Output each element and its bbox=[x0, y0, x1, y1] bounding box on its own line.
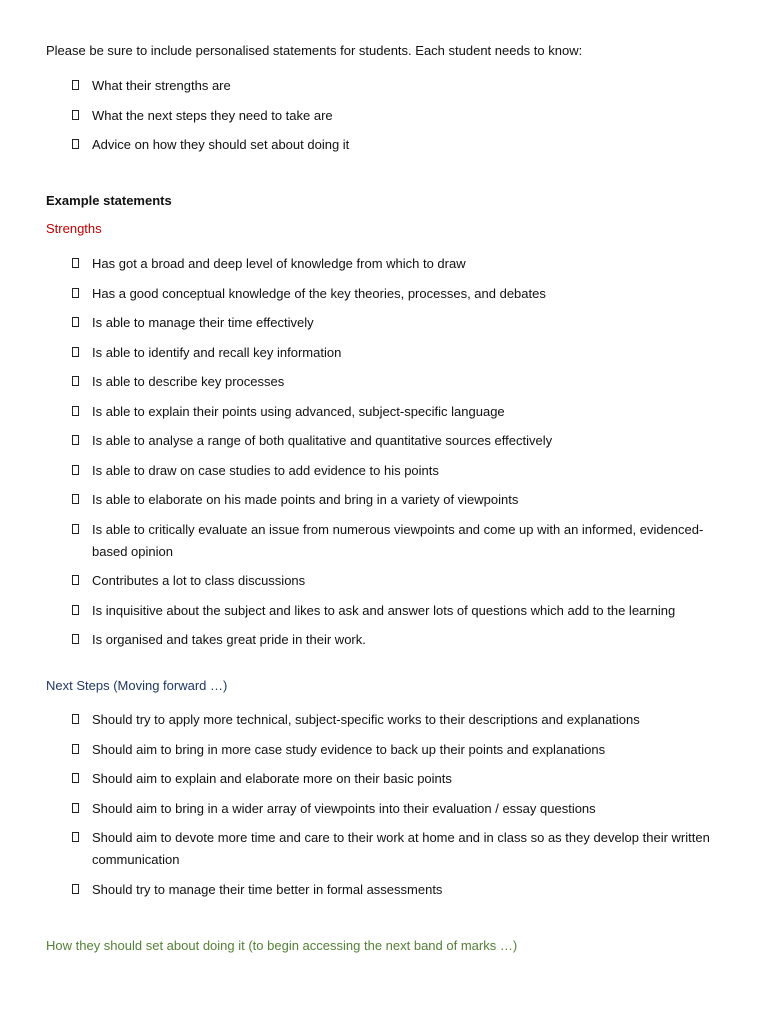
next-step-item bbox=[46, 739, 726, 761]
strength-item-text: Has a good conceptual knowledge of the key theories, processes, and debates bbox=[92, 285, 546, 301]
next-step-item bbox=[46, 879, 726, 901]
example-statements-heading: Example statements bbox=[46, 193, 172, 208]
strength-item-text: Is able to analyse a range of both qualitative and quantitative sources effectively bbox=[92, 433, 553, 448]
next-step-item-text: Should aim to bring in a wider array of viewpoints into their evaluation / essay questions bbox=[92, 800, 596, 816]
intro-item-text: Advice on how they should set about doing it bbox=[92, 137, 350, 152]
bullet-icon bbox=[70, 312, 80, 334]
strength-item bbox=[46, 519, 726, 563]
bullet-icon bbox=[70, 401, 80, 423]
strength-item bbox=[46, 430, 726, 452]
strength-item bbox=[46, 283, 726, 305]
next-steps-list bbox=[46, 709, 726, 901]
intro-paragraph: Please be sure to include personalised statements for students. Each student needs to know: bbox=[46, 43, 583, 58]
strengths-heading: Strengths bbox=[46, 221, 102, 236]
strength-item bbox=[46, 600, 726, 622]
next-step-item bbox=[46, 768, 726, 790]
intro-item-text: What the next steps they need to take are bbox=[92, 107, 333, 123]
strength-item-text: Is able to critically evaluate an issue from numerous viewpoints and come up with an informed, evidenced-based opinion bbox=[92, 521, 704, 559]
bullet-icon bbox=[70, 134, 80, 156]
bullet-icon bbox=[70, 798, 80, 820]
strength-item-text: Is able to manage their time effectively bbox=[92, 315, 314, 330]
bullet-icon bbox=[70, 105, 80, 127]
bullet-icon bbox=[70, 75, 80, 97]
intro-list bbox=[46, 75, 726, 156]
strength-item bbox=[46, 460, 726, 482]
bullet-icon bbox=[70, 430, 80, 452]
bullet-icon bbox=[70, 600, 80, 622]
bullet-icon bbox=[70, 879, 80, 901]
document-page bbox=[46, 42, 726, 955]
next-step-item-text: Should aim to devote more time and care to their work at home and in class so as they develop their written communication bbox=[92, 830, 710, 867]
strength-item bbox=[46, 489, 726, 511]
bullet-icon bbox=[70, 371, 80, 393]
bullet-icon bbox=[70, 570, 80, 592]
bullet-icon bbox=[70, 342, 80, 364]
how-to-heading: How they should set about doing it (to begin accessing the next band of marks …) bbox=[46, 937, 518, 953]
bullet-icon bbox=[70, 739, 80, 761]
next-step-item-text: Should try to manage their time better in formal assessments bbox=[92, 881, 443, 897]
strength-item bbox=[46, 570, 726, 592]
strength-item bbox=[46, 253, 726, 275]
strengths-list bbox=[46, 253, 726, 651]
strength-item-text: Contributes a lot to class discussions bbox=[92, 573, 306, 588]
strength-item bbox=[46, 629, 726, 651]
strength-item-text: Is organised and takes great pride in their work. bbox=[92, 632, 366, 647]
bullet-icon bbox=[70, 489, 80, 511]
strength-item-text: Has got a broad and deep level of knowledge from which to draw bbox=[92, 256, 466, 271]
strength-item-text: Is able to describe key processes bbox=[92, 374, 285, 389]
next-step-item bbox=[46, 798, 726, 820]
strength-item bbox=[46, 371, 726, 393]
bullet-icon bbox=[70, 519, 80, 541]
strength-item bbox=[46, 342, 726, 364]
bullet-icon bbox=[70, 253, 80, 275]
strength-item bbox=[46, 401, 726, 423]
bullet-icon bbox=[70, 629, 80, 651]
next-steps-heading: Next Steps (Moving forward …) bbox=[46, 678, 228, 693]
bullet-icon bbox=[70, 283, 80, 305]
intro-item bbox=[46, 105, 726, 127]
next-step-item bbox=[46, 709, 726, 731]
next-step-item bbox=[46, 827, 726, 871]
strength-item-text: Is inquisitive about the subject and likes to ask and answer lots of questions which add to the learning bbox=[92, 602, 676, 618]
next-step-item-text: Should aim to explain and elaborate more on their basic points bbox=[92, 771, 452, 786]
bullet-icon bbox=[70, 768, 80, 790]
strength-item bbox=[46, 312, 726, 334]
intro-item-text: What their strengths are bbox=[92, 78, 231, 93]
bullet-icon bbox=[70, 460, 80, 482]
next-step-item-text: Should try to apply more technical, subject-specific works to their descriptions and explanations bbox=[92, 712, 640, 727]
strength-item-text: Is able to draw on case studies to add evidence to his points bbox=[92, 462, 439, 478]
bullet-icon bbox=[70, 827, 80, 849]
strength-item-text: Is able to explain their points using advanced, subject-specific language bbox=[92, 403, 505, 419]
next-step-item-text: Should aim to bring in more case study evidence to back up their points and explanations bbox=[92, 741, 606, 757]
strength-item-text: Is able to elaborate on his made points and bring in a variety of viewpoints bbox=[92, 492, 519, 507]
intro-item bbox=[46, 134, 726, 156]
strength-item-text: Is able to identify and recall key information bbox=[92, 344, 342, 360]
bullet-icon bbox=[70, 709, 80, 731]
intro-item bbox=[46, 75, 726, 97]
